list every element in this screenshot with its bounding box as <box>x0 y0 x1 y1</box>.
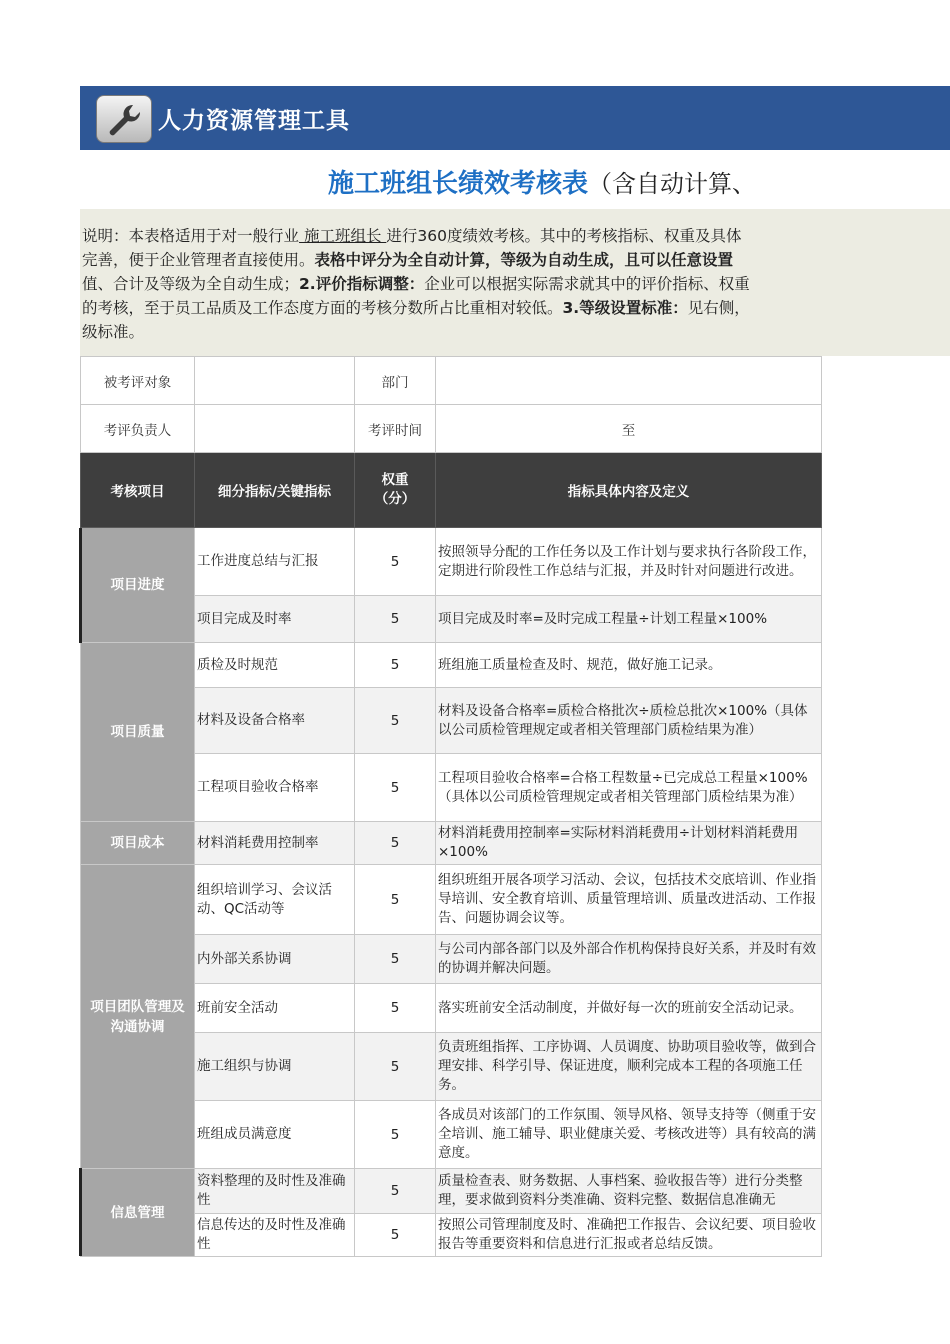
indicator-cell: 材料及设备合格率 <box>195 688 355 754</box>
tool-logo <box>96 95 152 143</box>
indicator-cell: 资料整理的及时性及准确性 <box>195 1169 355 1214</box>
indicator-cell: 项目完成及时率 <box>195 596 355 643</box>
weight-cell[interactable]: 5 <box>355 822 436 865</box>
weight-cell[interactable]: 5 <box>355 1101 436 1169</box>
description-cell: 材料消耗费用控制率=实际材料消耗费用÷计划材料消耗费用×100% <box>436 822 822 865</box>
header-category: 考核项目 <box>81 453 195 528</box>
description-cell: 材料及设备合格率=质检合格批次÷质检总批次×100%（具体以公司质检管理规定或者相关管理部门质检结果为准） <box>436 688 822 754</box>
category-cost: 项目成本 <box>81 822 195 865</box>
note-part: 完善，便于企业管理者直接使用。 <box>82 251 315 269</box>
table-row <box>81 865 822 935</box>
page-title-main: 施工班组长绩效考核表 <box>328 169 589 199</box>
indicator-cell: 信息传达的及时性及准确性 <box>195 1214 355 1257</box>
note-part: 见右侧， <box>687 299 750 317</box>
weight-cell[interactable]: 5 <box>355 984 436 1033</box>
instructions-text <box>82 224 827 344</box>
indicator-cell: 施工组织与协调 <box>195 1033 355 1101</box>
app-banner <box>80 86 950 150</box>
indicator-cell: 工作进度总结与汇报 <box>195 528 355 596</box>
note-bold: 3.等级设置标准： <box>562 299 688 317</box>
weight-cell[interactable]: 5 <box>355 1169 436 1214</box>
dept-label: 部门 <box>355 357 436 405</box>
header-row <box>81 453 822 528</box>
note-part: 值、合计及等级为全自动生成； <box>82 275 300 293</box>
table-row <box>81 822 822 865</box>
description-cell: 工程项目验收合格率=合格工程数量÷已完成总工程量×100%（具体以公司质检管理规定或者相关管理部门质检结果为准） <box>436 754 822 822</box>
note-part: 企业可以根据实际需求就其中的评价指标、权重 <box>424 275 750 293</box>
info-row-target <box>81 357 822 405</box>
indicator-cell: 班前安全活动 <box>195 984 355 1033</box>
description-cell: 班组施工质量检查及时、规范，做好施工记录。 <box>436 643 822 688</box>
header-indicator: 细分指标/关键指标 <box>195 453 355 528</box>
description-cell: 落实班前安全活动制度，并做好每一次的班前安全活动记录。 <box>436 984 822 1033</box>
description-cell: 按照公司管理制度及时、准确把工作报告、会议纪要、项目验收报告等重要资料和信息进行汇报或者总结反馈。 <box>436 1214 822 1257</box>
category-info: 信息管理 <box>81 1169 195 1257</box>
weight-cell[interactable]: 5 <box>355 1214 436 1257</box>
description-text: 质量检查表、财务数据、人事档案、验收报告等）进行分类整理，要求做到资料分类准确、资料完整、数据信息准确无 <box>438 1173 803 1208</box>
description-cell: 与公司内部各部门以及外部合作机构保持良好关系，并及时有效的协调并解决问题。 <box>436 935 822 984</box>
weight-cell[interactable]: 5 <box>355 643 436 688</box>
note-part: 的考核，至于员工品质及工作态度方面的考核分数所占比重相对较低。 <box>82 299 563 317</box>
category-quality: 项目质量 <box>81 643 195 822</box>
left-border-mark <box>79 528 82 643</box>
header-description: 指标具体内容及定义 <box>436 453 822 528</box>
description-cell <box>436 1169 822 1214</box>
category-team: 项目团队管理及沟通协调 <box>81 865 195 1169</box>
reviewer-label: 考评负责人 <box>81 405 195 453</box>
target-label: 被考评对象 <box>81 357 195 405</box>
note-bold: 2.评价指标调整： <box>299 275 425 293</box>
weight-cell[interactable]: 5 <box>355 1033 436 1101</box>
info-row-reviewer <box>81 405 822 453</box>
description-cell: 按照领导分配的工作任务以及工作计划与要求执行各阶段工作，定期进行阶段性工作总结与汇报，并及时针对问题进行改进。 <box>436 528 822 596</box>
category-progress: 项目进度 <box>81 528 195 643</box>
wrench-icon <box>106 101 144 139</box>
indicator-cell: 内外部关系协调 <box>195 935 355 984</box>
weight-cell[interactable]: 5 <box>355 528 436 596</box>
weight-cell[interactable]: 5 <box>355 935 436 984</box>
note-part: 说明：本表格适用于对一般行业 <box>82 227 300 245</box>
description-cell: 项目完成及时率=及时完成工程量÷计划工程量×100% <box>436 596 822 643</box>
note-bold: 表格中评分为全自动计算，等级为自动生成，且可以任意设置 <box>314 251 734 269</box>
indicator-cell: 班组成员满意度 <box>195 1101 355 1169</box>
app-title: 人力资源管理工具 <box>158 108 350 134</box>
description-cell: 各成员对该部门的工作氛围、领导风格、领导支持等（侧重于安全培训、施工辅导、职业健康关爱、考核改进等）具有较高的满意度。 <box>436 1101 822 1169</box>
dept-value-cell[interactable] <box>436 357 822 405</box>
appraisal-table <box>80 356 822 1257</box>
note-part: 级标准。 <box>82 323 145 341</box>
note-part: 进行360度绩效考核。其中的考核指标、权重及具体 <box>386 227 742 245</box>
left-border-mark <box>79 1168 82 1256</box>
weight-cell[interactable]: 5 <box>355 865 436 935</box>
target-value-cell[interactable] <box>195 357 355 405</box>
weight-cell[interactable]: 5 <box>355 754 436 822</box>
indicator-cell: 质检及时规范 <box>195 643 355 688</box>
table-row <box>81 1169 822 1214</box>
table-row <box>81 528 822 596</box>
instructions-panel <box>80 209 950 356</box>
reviewer-value-cell[interactable] <box>195 405 355 453</box>
indicator-cell: 组织培训学习、会议活动、QC活动等 <box>195 865 355 935</box>
description-cell: 负责班组指挥、工序协调、人员调度、协助项目验收等，做到合理安排、科学引导、保证进度，顺利完成本工程的各项施工任务。 <box>436 1033 822 1101</box>
page-title <box>328 163 756 200</box>
description-cell: 组织班组开展各项学习活动、会议，包括技术交底培训、作业指导培训、安全教育培训、质量管理培训、质量改进活动、工作报告、问题协调会议等。 <box>436 865 822 935</box>
weight-cell[interactable]: 5 <box>355 688 436 754</box>
time-label: 考评时间 <box>355 405 436 453</box>
indicator-cell: 材料消耗费用控制率 <box>195 822 355 865</box>
table-row <box>81 643 822 688</box>
weight-cell[interactable]: 5 <box>355 596 436 643</box>
note-role: 施工班组长 <box>299 227 387 245</box>
indicator-cell: 工程项目验收合格率 <box>195 754 355 822</box>
page-title-sub: （含自动计算、 <box>588 170 757 198</box>
header-weight: 权重 （分） <box>355 453 436 528</box>
time-value-cell[interactable]: 至 <box>436 405 822 453</box>
